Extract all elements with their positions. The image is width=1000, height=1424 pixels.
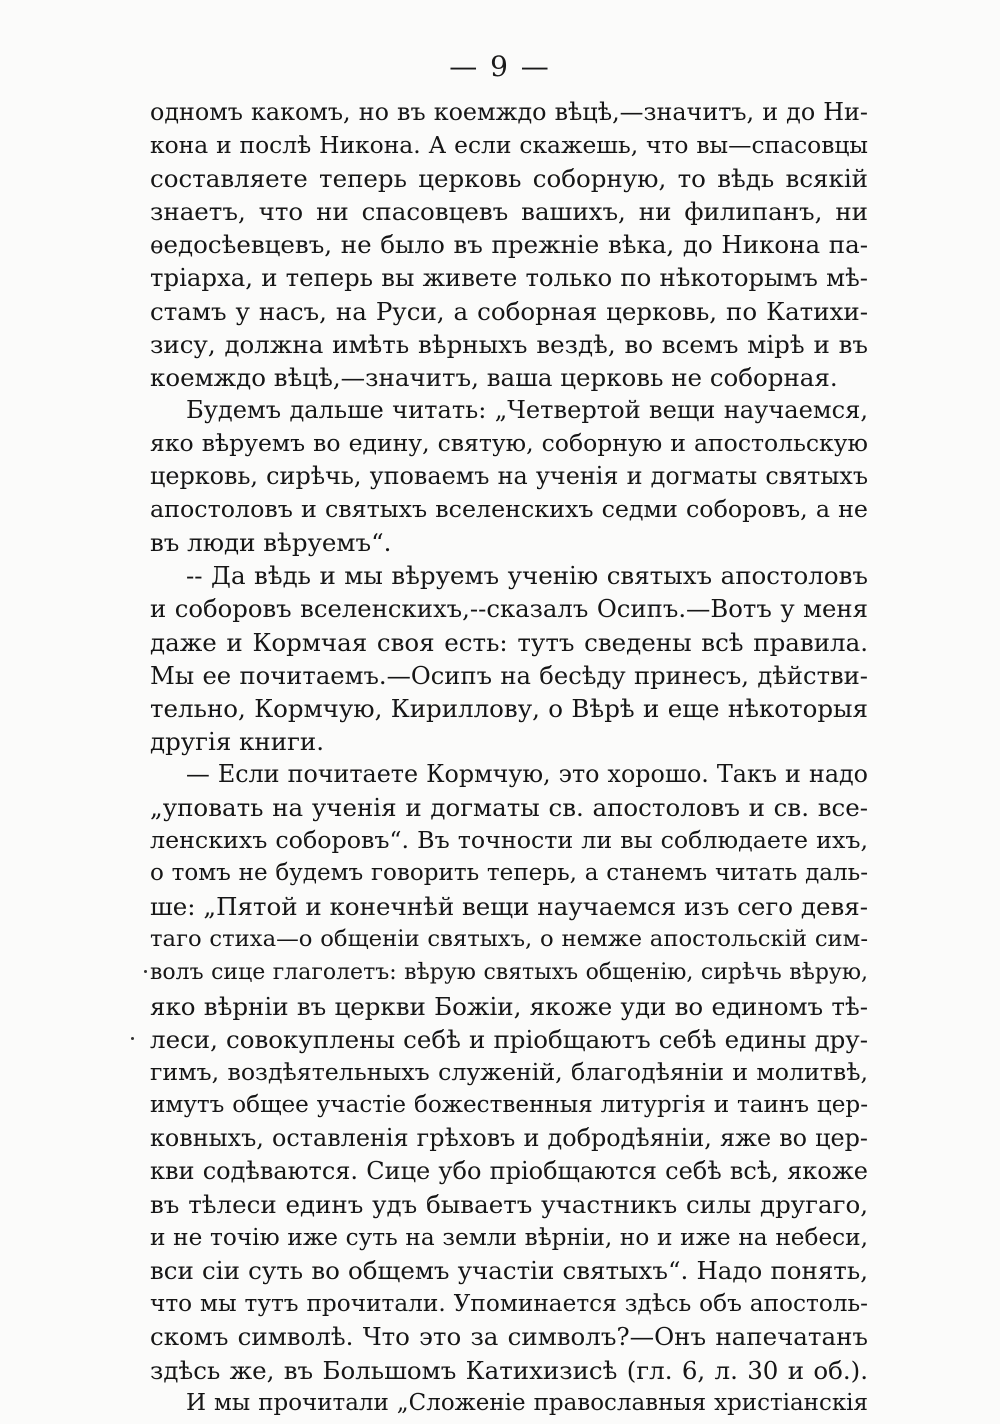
text-line: церковь, сирѣчь, уповаемъ на ученія и догматы святыхъ (150, 462, 868, 491)
text-line: даже и Кормчая своя есть: тутъ сведены всѣ правила. (150, 627, 868, 657)
text-line: яко вѣруемъ во едину, святую, соборную и апостольскую (150, 428, 868, 457)
text-line: въ тѣлеси единъ удъ бываетъ участникъ силы другаго, (150, 1190, 868, 1220)
text-line: ковныхъ, оставленія грѣховъ и добродѣяніи, яже во цер- (150, 1123, 868, 1152)
text-line: ше: „Пятой и конечнѣй вещи научаемся изъ сего девя- (150, 892, 868, 922)
text-line: гимъ, воздѣятельныхъ служеній, благодѣяніи и молитвѣ, (150, 1057, 868, 1086)
text-line: что мы тутъ прочитали. Упоминается здѣсь объ апостоль- (150, 1290, 868, 1318)
text-line: ѳедосѣевцевъ, не было въ прежніе вѣка, до Никона па- (150, 230, 868, 260)
text-line: зису, должна имѣть вѣрныхъ вездѣ, во всемъ мірѣ и въ (150, 329, 868, 359)
text-line: тріарха, и теперь вы живете только по нѣкоторымъ мѣ- (150, 263, 868, 293)
text-line: одномъ какомъ, но въ коемждо вѣцѣ,—значитъ, и до Ни- (150, 98, 868, 126)
body-text (150, 96, 868, 1420)
text-line: волъ сице глаголетъ: вѣрую святыхъ общенію, сирѣчь вѣрую, (150, 960, 868, 986)
text-line: составляете теперь церковь соборную, то вѣдь всякій (150, 164, 868, 194)
text-line: И мы прочитали „Сложеніе православныя христіанскія (186, 1389, 868, 1416)
page-number: — 9 — (449, 50, 551, 83)
text-line: апостоловъ и святыхъ вселенскихъ седми соборовъ, а не (150, 495, 868, 524)
text-line: имутъ общее участіе божественныя литургія и таинъ цер- (150, 1091, 868, 1118)
text-line: яко вѣрніи въ церкви Божіи, якоже уди во единомъ тѣ- (150, 991, 868, 1021)
text-line: знаетъ, что ни спасовцевъ вашихъ, ни филипанъ, ни (150, 197, 868, 227)
text-line: стамъ у насъ, на Руси, а соборная церковь, по Катихи- (150, 296, 868, 326)
stray-ink-mark (131, 1037, 134, 1040)
stray-ink-mark (144, 970, 147, 973)
text-line: „уповать на ученія и догматы св. апостоловъ и св. все- (150, 792, 868, 822)
text-line: тельно, Кормчую, Кириллову, о Вѣрѣ и еще нѣкоторыя (150, 693, 868, 723)
text-line: Мы ее почитаемъ.—Осипъ на бесѣду принесъ, дѣйстви- (150, 660, 868, 690)
text-line: и соборовъ вселенскихъ,--сказалъ Осипъ.—Вотъ у меня (150, 594, 868, 624)
text-line: Будемъ дальше читать: „Четвертой вещи научаемся, (186, 395, 868, 424)
text-line: кона и послѣ Никона. А если скажешь, что вы—спасовцы (150, 131, 868, 160)
text-line: вси сіи суть во общемъ участіи святыхъ“. Надо понять, (150, 1256, 868, 1286)
text-line: таго стиха—о общеніи святыхъ, о немже апостольскій сим- (150, 926, 868, 953)
text-line: въ люди вѣруемъ“. (150, 528, 392, 558)
text-line: коемждо вѣцѣ,—значитъ, ваша церковь не соборная. (150, 362, 838, 392)
text-line: кви содѣваются. Сице убо пріобщаются себѣ всѣ, якоже (150, 1157, 868, 1185)
text-line: другія книги. (150, 726, 325, 756)
text-line: скомъ символѣ. Что это за символъ?—Онъ напечатанъ (150, 1322, 868, 1352)
text-line: здѣсь же, въ Большомъ Катихизисѣ (гл. 6, л. 30 и об.). (150, 1355, 868, 1385)
text-line: и не точію иже суть на земли вѣрніи, но и иже на небеси, (150, 1224, 868, 1252)
text-line: -- Да вѣдь и мы вѣруемъ ученію святыхъ апостоловъ (186, 561, 868, 591)
text-line: леси, совокуплены себѣ и пріобщаютъ себѣ едины дру- (150, 1024, 868, 1054)
text-line: ленскихъ соборовъ“. Въ точности ли вы соблюдаете ихъ, (150, 826, 868, 855)
text-line: — Если почитаете Кормчую, это хорошо. Такъ и надо (186, 759, 868, 788)
text-line: о томъ не будемъ говорить теперь, а станемъ читать даль- (150, 860, 868, 887)
